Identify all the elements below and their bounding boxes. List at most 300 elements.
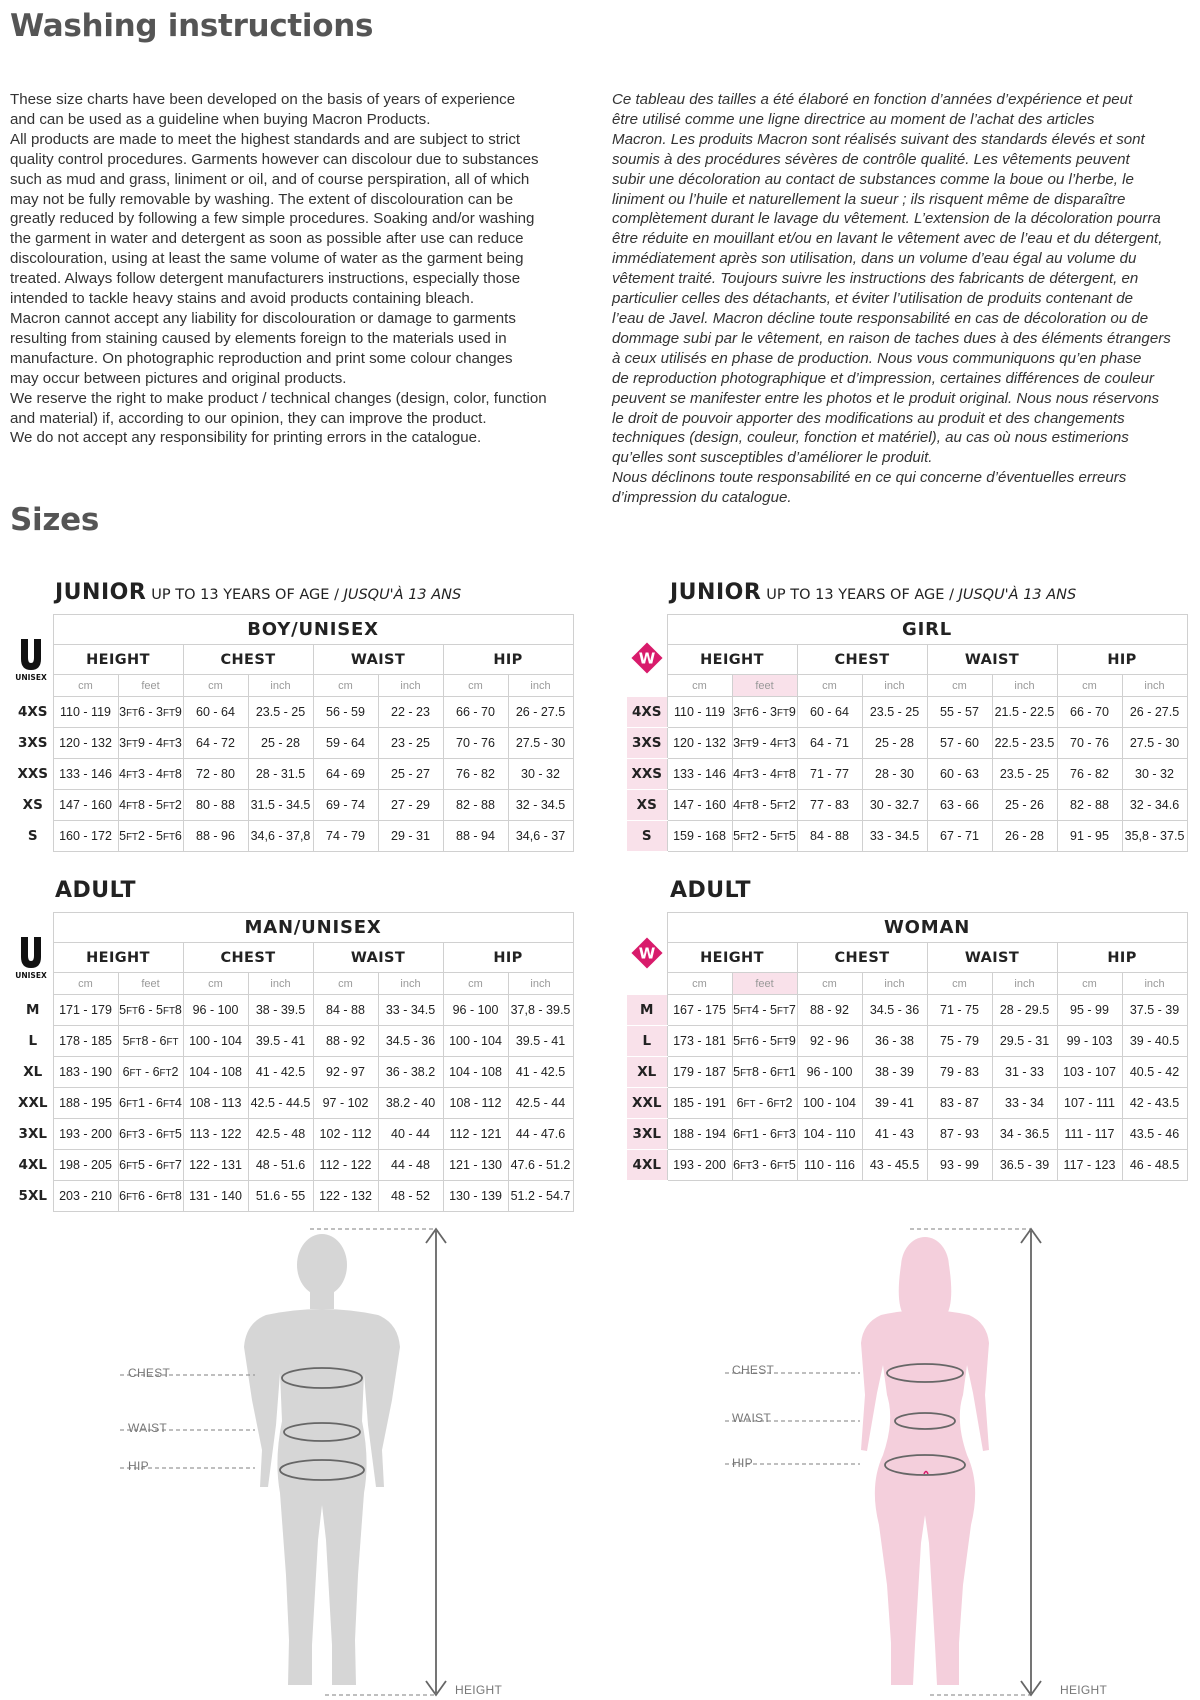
unit-header: cm (443, 675, 508, 697)
table-cell (118, 1026, 183, 1057)
size-table-boy (13, 614, 574, 852)
table-cell: 122 - 131 (183, 1150, 248, 1181)
feet-unit: FT (773, 1099, 786, 1110)
table-row (13, 759, 573, 790)
table-cell: 28 - 30 (862, 759, 927, 790)
size-label: XS (22, 797, 43, 813)
table-cell: 34,6 - 37,8 (248, 821, 313, 852)
female-silhouette (861, 1237, 989, 1685)
intro-line: intended to tackle heavy stains and avoid products containing bleach. (10, 290, 475, 308)
feet-unit: FT (777, 1006, 789, 1017)
table-cell: 185 - 191 (667, 1088, 732, 1119)
intro-line: Ce tableau des tailles a été élaboré en fonction d’années d’expérience et peut (612, 91, 1133, 108)
intro-line: treated. Always follow detergent manufacturers instructions, especially those (10, 270, 521, 288)
intro-line: We do not accept any responsibility for printing errors in the catalogue. (10, 429, 482, 447)
feet-unit: FT (777, 1037, 789, 1048)
feet-value: 5 (788, 829, 796, 843)
feet-unit: FT (777, 1161, 789, 1172)
column-group-header: HIP (1057, 645, 1187, 675)
table-cell: 112 - 122 (313, 1150, 378, 1181)
table-cell: 22 - 23 (378, 697, 443, 728)
female-chest-label: CHEST (732, 1363, 775, 1377)
unit-header: cm (927, 675, 992, 697)
table-corner (13, 913, 53, 995)
feet-value: 4 - 5 (751, 1003, 777, 1017)
intro-line: Macron cannot accept any liability for discolouration or damage to garments (10, 309, 516, 327)
table-cell: 35,8 - 37.5 (1122, 821, 1187, 852)
table-cell: 37.5 - 39 (1122, 995, 1187, 1026)
intro-line: These size charts have been developed on the basis of years of experience (10, 91, 516, 108)
table-cell: 87 - 93 (927, 1119, 992, 1150)
table-cell: 188 - 195 (53, 1088, 118, 1119)
feet-value: 5 - 6 (137, 1158, 163, 1172)
table-cell: 173 - 181 (667, 1026, 732, 1057)
junior-age-en: UP TO 13 YEARS OF AGE (151, 587, 330, 603)
table-row (627, 759, 1187, 790)
feet-value: 6 (733, 1158, 741, 1172)
intro-line: and material) if, according to our opinion, they can improve the product. (10, 409, 487, 427)
table-cell: 23.5 - 25 (862, 697, 927, 728)
table-cell (732, 821, 797, 852)
intro-line: and can be used as a guideline when buying Macron Products. (10, 110, 431, 128)
column-group-header: HIP (443, 943, 573, 973)
table-cell: 29 - 31 (378, 821, 443, 852)
unit-header: cm (183, 973, 248, 995)
table-cell: 198 - 205 (53, 1150, 118, 1181)
size-label: 3XS (17, 735, 48, 751)
table-cell (118, 1119, 183, 1150)
table-row (13, 1026, 573, 1057)
table-row (13, 1057, 573, 1088)
table-cell: 27.5 - 30 (508, 728, 573, 759)
unit-header: inch (378, 973, 443, 995)
feet-unit: FT (777, 1068, 789, 1079)
size-label: 4XL (627, 1150, 667, 1181)
feet-unit: FT (777, 1130, 789, 1141)
table-cell: 30 - 32 (1122, 759, 1187, 790)
unit-header: cm (667, 973, 732, 995)
table-cell: 82 - 88 (443, 790, 508, 821)
table-cell: 42 - 43.5 (1122, 1088, 1187, 1119)
table-cell: 120 - 132 (667, 728, 732, 759)
table-cell: 91 - 95 (1057, 821, 1122, 852)
feet-value: 3 - 6 (751, 1158, 777, 1172)
feet-unit: FT (777, 739, 789, 750)
feet-value: 3 - 4 (751, 767, 777, 781)
junior-heading-right (670, 580, 1076, 605)
table-cell: 51.6 - 55 (248, 1181, 313, 1212)
unit-header: cm (313, 675, 378, 697)
table-cell: 30 - 32.7 (862, 790, 927, 821)
table-cell: 102 - 112 (313, 1119, 378, 1150)
adult-heading-left (55, 878, 136, 903)
table-corner (627, 615, 667, 697)
unit-header: inch (862, 675, 927, 697)
feet-value: 2 - 5 (137, 829, 163, 843)
table-cell: 77 - 83 (797, 790, 862, 821)
feet-unit: FT (740, 1006, 752, 1017)
unit-header: feet (732, 973, 797, 995)
table-cell: 76 - 82 (1057, 759, 1122, 790)
intro-line: à ceux utilisés en phase de production. Nous vous communiquons qu’en phase (612, 349, 1142, 367)
table-cell: 41 - 42.5 (508, 1057, 573, 1088)
intro-line: d’impression du catalogue. (612, 489, 792, 507)
feet-value: 6 - 6 (137, 1189, 163, 1203)
table-cell: 110 - 116 (797, 1150, 862, 1181)
junior-heading-title: JUNIOR (670, 580, 762, 605)
intro-line: may occur between pictures and original products. (10, 369, 347, 387)
feet-value: 6 (733, 1127, 741, 1141)
unit-header: cm (1057, 675, 1122, 697)
table-row (627, 790, 1187, 821)
table-cell: 76 - 82 (443, 759, 508, 790)
junior-sep: / (949, 587, 954, 603)
table-cell: 59 - 64 (313, 728, 378, 759)
table-cell: 92 - 97 (313, 1057, 378, 1088)
feet-unit: FT (743, 1099, 756, 1110)
unit-header: cm (53, 675, 118, 697)
feet-unit: FT (740, 708, 752, 719)
table-cell: 183 - 190 (53, 1057, 118, 1088)
intro-line: subir une décoloration au contact de substances comme la boue ou l’herbe, le (612, 170, 1134, 188)
table-cell: 107 - 111 (1057, 1088, 1122, 1119)
feet-value: 6 (174, 829, 182, 843)
table-row (13, 790, 573, 821)
table-row (627, 1057, 1187, 1088)
size-label: 4XL (18, 1157, 47, 1173)
feet-value: 1 - 6 (137, 1096, 163, 1110)
feet-value: 8 (174, 767, 182, 781)
junior-heading-left (55, 580, 461, 605)
junior-heading-title: JUNIOR (55, 580, 147, 605)
unit-header: inch (992, 675, 1057, 697)
table-cell: 99 - 103 (1057, 1026, 1122, 1057)
feet-value: 6 (736, 1096, 744, 1110)
intro-line: greatly reduced by following a few simple procedures. Soaking and/or washing (10, 210, 535, 228)
table-cell: 42.5 - 48 (248, 1119, 313, 1150)
table-cell (732, 1119, 797, 1150)
table-cell: 112 - 121 (443, 1119, 508, 1150)
table-row (13, 1150, 573, 1181)
table-cell: 38.2 - 40 (378, 1088, 443, 1119)
table-cell (118, 1181, 183, 1212)
junior-age-note (151, 587, 461, 603)
feet-unit: FT (126, 801, 138, 812)
feet-value: 6 - 3 (751, 705, 777, 719)
female-waist-label: WAIST (732, 1411, 772, 1425)
table-cell: 41 - 42.5 (248, 1057, 313, 1088)
feet-unit: FT (740, 1037, 752, 1048)
feet-unit: FT (777, 801, 789, 812)
feet-value: 6 (119, 1189, 127, 1203)
table-cell: 131 - 140 (183, 1181, 248, 1212)
table-cell: 39 - 41 (862, 1088, 927, 1119)
table-cell: 110 - 119 (53, 697, 118, 728)
table-cell: 44 - 48 (378, 1150, 443, 1181)
intro-line: the garment in water and detergent as soon as possible after use can reduce (10, 230, 524, 248)
feet-unit: FT (163, 1161, 175, 1172)
feet-unit: FT (163, 770, 175, 781)
table-cell: 92 - 96 (797, 1026, 862, 1057)
unit-header: cm (927, 973, 992, 995)
table-cell: 133 - 146 (667, 759, 732, 790)
feet-value: 5 (733, 1065, 741, 1079)
intro-line: dommage subi par le vêtement, en raison de taches dues à des éléments étrangers (612, 329, 1171, 347)
feet-value: 2 (174, 798, 182, 812)
table-cell: 32 - 34.5 (508, 790, 573, 821)
table-cell: 88 - 96 (183, 821, 248, 852)
feet-value: 4 (119, 767, 127, 781)
unit-header: inch (992, 973, 1057, 995)
table-cell: 67 - 71 (927, 821, 992, 852)
table-cell (118, 1150, 183, 1181)
table-cell: 117 - 123 (1057, 1150, 1122, 1181)
table-cell: 43.5 - 46 (1122, 1119, 1187, 1150)
table-cell: 29.5 - 31 (992, 1026, 1057, 1057)
table-cell: 84 - 88 (313, 995, 378, 1026)
size-label: M (627, 995, 667, 1026)
feet-value: 1 (788, 1065, 796, 1079)
table-cell: 104 - 110 (797, 1119, 862, 1150)
feet-unit: FT (163, 801, 175, 812)
table-cell: 31.5 - 34.5 (248, 790, 313, 821)
feet-unit: FT (126, 708, 138, 719)
table-cell: 63 - 66 (927, 790, 992, 821)
feet-unit: FT (126, 1099, 138, 1110)
table-cell: 23.5 - 25 (248, 697, 313, 728)
feet-unit: FT (126, 1130, 138, 1141)
size-label: XS (627, 790, 667, 821)
table-cell: 25 - 28 (248, 728, 313, 759)
unisex-badge-text: UNISEX (15, 673, 47, 682)
table-row (627, 995, 1187, 1026)
size-label: XL (23, 1064, 43, 1080)
unit-header: cm (797, 973, 862, 995)
feet-unit: FT (166, 1037, 179, 1048)
unit-header: cm (313, 973, 378, 995)
table-cell: 159 - 168 (667, 821, 732, 852)
table-cell (732, 728, 797, 759)
table-cell: 51.2 - 54.7 (508, 1181, 573, 1212)
table-cell: 27 - 29 (378, 790, 443, 821)
table-cell (118, 759, 183, 790)
feet-value: 7 (174, 1158, 182, 1172)
table-cell: 48 - 52 (378, 1181, 443, 1212)
male-hip-label: HIP (128, 1459, 149, 1473)
intro-line: complètement durant le lavage du vêtement. L’extension de la décoloration pourra (612, 210, 1161, 228)
feet-value: 2 (788, 798, 796, 812)
feet-value: 2 (785, 1096, 793, 1110)
feet-value: 6 - 3 (137, 705, 163, 719)
feet-value: 6 (119, 1158, 127, 1172)
table-cell (732, 1057, 797, 1088)
table-cell: 66 - 70 (443, 697, 508, 728)
feet-value: 3 (119, 705, 127, 719)
table-cell: 34.5 - 36 (378, 1026, 443, 1057)
table-cell: 60 - 63 (927, 759, 992, 790)
feet-unit: FT (740, 801, 752, 812)
size-label: 3XL (627, 1119, 667, 1150)
size-label: S (627, 821, 667, 852)
size-table-woman (627, 912, 1188, 1181)
table-cell (732, 995, 797, 1026)
table-cell: 25 - 27 (378, 759, 443, 790)
feet-value: 5 (788, 1158, 796, 1172)
table-cell: 84 - 88 (797, 821, 862, 852)
table-row (13, 697, 573, 728)
intro-en (10, 90, 585, 448)
intro-line: vêtement traité. Toujours suivre les instructions des fabricants de détergent, en (612, 270, 1139, 288)
table-cell: 96 - 100 (183, 995, 248, 1026)
table-cell: 96 - 100 (443, 995, 508, 1026)
intro-line: Nous déclinons toute responsabilité en ce qui concerne d’éventuelles erreurs (612, 469, 1127, 487)
feet-unit: FT (163, 739, 175, 750)
junior-age-note (766, 587, 1076, 603)
unisex-badge-text: UNISEX (15, 971, 47, 980)
feet-unit: FT (126, 770, 138, 781)
table-cell: 193 - 200 (667, 1150, 732, 1181)
adult-heading-title: ADULT (55, 878, 137, 903)
size-label: 3XL (18, 1126, 47, 1142)
female-measurement-figure (705, 1225, 1108, 1700)
feet-value: 3 - 6 (137, 1127, 163, 1141)
table-cell: 22.5 - 23.5 (992, 728, 1057, 759)
feet-value: 6 - 5 (751, 1034, 777, 1048)
size-table-man (13, 912, 574, 1212)
woman-w-letter: W (638, 649, 656, 668)
intro-line: discolouration, using at least the same volume of water as the garment being (10, 250, 524, 268)
feet-value: 4 (119, 798, 127, 812)
feet-value: 5 (119, 829, 127, 843)
feet-unit: FT (163, 1192, 175, 1203)
table-row (13, 1088, 573, 1119)
size-label: 5XL (18, 1188, 47, 1204)
table-cell: 28 - 31.5 (248, 759, 313, 790)
table-cell: 28 - 29.5 (992, 995, 1057, 1026)
table-cell (732, 697, 797, 728)
intro-line: resulting from staining caused by elements foreign to the materials used in (10, 329, 507, 347)
feet-value: 3 (733, 705, 741, 719)
column-group-header: WAIST (313, 943, 443, 973)
table-cell: 64 - 69 (313, 759, 378, 790)
table-row (13, 1119, 573, 1150)
junior-age-fr: JUSQU'À 13 ANS (343, 587, 462, 603)
table-cell: 111 - 117 (1057, 1119, 1122, 1150)
adult-heading-right (670, 878, 751, 903)
table-cell: 72 - 80 (183, 759, 248, 790)
table-cell: 120 - 132 (53, 728, 118, 759)
table-cell: 43 - 45.5 (862, 1150, 927, 1181)
table-cell: 32 - 34.6 (1122, 790, 1187, 821)
male-height-arrow (426, 1229, 446, 1695)
size-label: 4XS (17, 704, 48, 720)
feet-value: 8 - 5 (751, 798, 777, 812)
feet-value: 6 - 5 (137, 1003, 163, 1017)
table-row (627, 1088, 1187, 1119)
feet-value: 5 (174, 1127, 182, 1141)
size-label: S (27, 828, 38, 844)
table-cell: 26 - 28 (992, 821, 1057, 852)
female-hip-label: HIP (732, 1456, 753, 1470)
feet-value: 3 (788, 736, 796, 750)
feet-value: 3 - 4 (137, 767, 163, 781)
feet-value: 3 (788, 1127, 796, 1141)
feet-unit: FT (159, 1068, 172, 1079)
table-cell: 34 - 36.5 (992, 1119, 1057, 1150)
junior-age-en: UP TO 13 YEARS OF AGE (766, 587, 945, 603)
feet-value: 4 (174, 1096, 182, 1110)
intro-line: l’eau de Javel. Macron décline toute responsabilité en cas de décoloration ou de (612, 309, 1149, 327)
size-label: L (627, 1026, 667, 1057)
feet-unit: FT (163, 1099, 175, 1110)
column-group-header: WAIST (927, 943, 1057, 973)
table-cell (732, 790, 797, 821)
table-cell: 147 - 160 (53, 790, 118, 821)
table-cell: 80 - 88 (183, 790, 248, 821)
feet-unit: FT (126, 1006, 138, 1017)
table-title: WOMAN (667, 913, 1187, 943)
table-row (13, 728, 573, 759)
intro-line: le droit de pouvoir apporter des modifications au produit et des changements (612, 409, 1125, 427)
unit-header: cm (667, 675, 732, 697)
feet-value: - 6 (755, 1096, 774, 1110)
sizes-title: Sizes (10, 502, 99, 538)
intro-line: de reproduction photographique et d’impression, certaines différences de couleur (612, 369, 1155, 387)
feet-value: 6 (119, 1096, 127, 1110)
column-group-header: CHEST (797, 645, 927, 675)
table-cell: 25 - 26 (992, 790, 1057, 821)
table-cell (118, 790, 183, 821)
feet-value: 9 - 4 (137, 736, 163, 750)
unit-header: cm (1057, 973, 1122, 995)
size-label: XXL (627, 1088, 667, 1119)
table-cell (118, 821, 183, 852)
feet-value: 3 (119, 736, 127, 750)
column-group-header: HIP (1057, 943, 1187, 973)
column-group-header: HEIGHT (667, 943, 797, 973)
unit-header: cm (183, 675, 248, 697)
table-cell (118, 697, 183, 728)
feet-value: 8 - 6 (141, 1034, 167, 1048)
unit-header: inch (1122, 973, 1187, 995)
size-label: XL (627, 1057, 667, 1088)
table-cell: 39.5 - 41 (508, 1026, 573, 1057)
table-cell: 31 - 33 (992, 1057, 1057, 1088)
table-title: BOY/UNISEX (53, 615, 573, 645)
intro-line: quality control procedures. Garments however can discolour due to substances (10, 150, 539, 168)
feet-value: 5 (122, 1034, 130, 1048)
feet-value: 7 (788, 1003, 796, 1017)
table-cell: 60 - 64 (183, 697, 248, 728)
table-cell: 55 - 57 (927, 697, 992, 728)
junior-sep: / (334, 587, 339, 603)
unit-header: feet (118, 973, 183, 995)
column-group-header: WAIST (927, 645, 1057, 675)
table-cell (118, 1088, 183, 1119)
intro-line: Macron. Les produits Macron sont réalisés suivant des standards élevés et sont (612, 130, 1145, 148)
feet-unit: FT (740, 1068, 752, 1079)
table-cell: 100 - 104 (183, 1026, 248, 1057)
table-row (13, 995, 573, 1026)
feet-value: 6 (119, 1127, 127, 1141)
table-cell: 110 - 119 (667, 697, 732, 728)
feet-unit: FT (126, 1192, 138, 1203)
table-cell (118, 1057, 183, 1088)
female-height-label: HEIGHT (1060, 1683, 1108, 1697)
female-guide-lines (725, 1229, 1031, 1695)
table-cell: 25 - 28 (862, 728, 927, 759)
intro-line: techniques (design, couleur, fonction et matériel), au cas où nous estimerions (612, 429, 1129, 447)
